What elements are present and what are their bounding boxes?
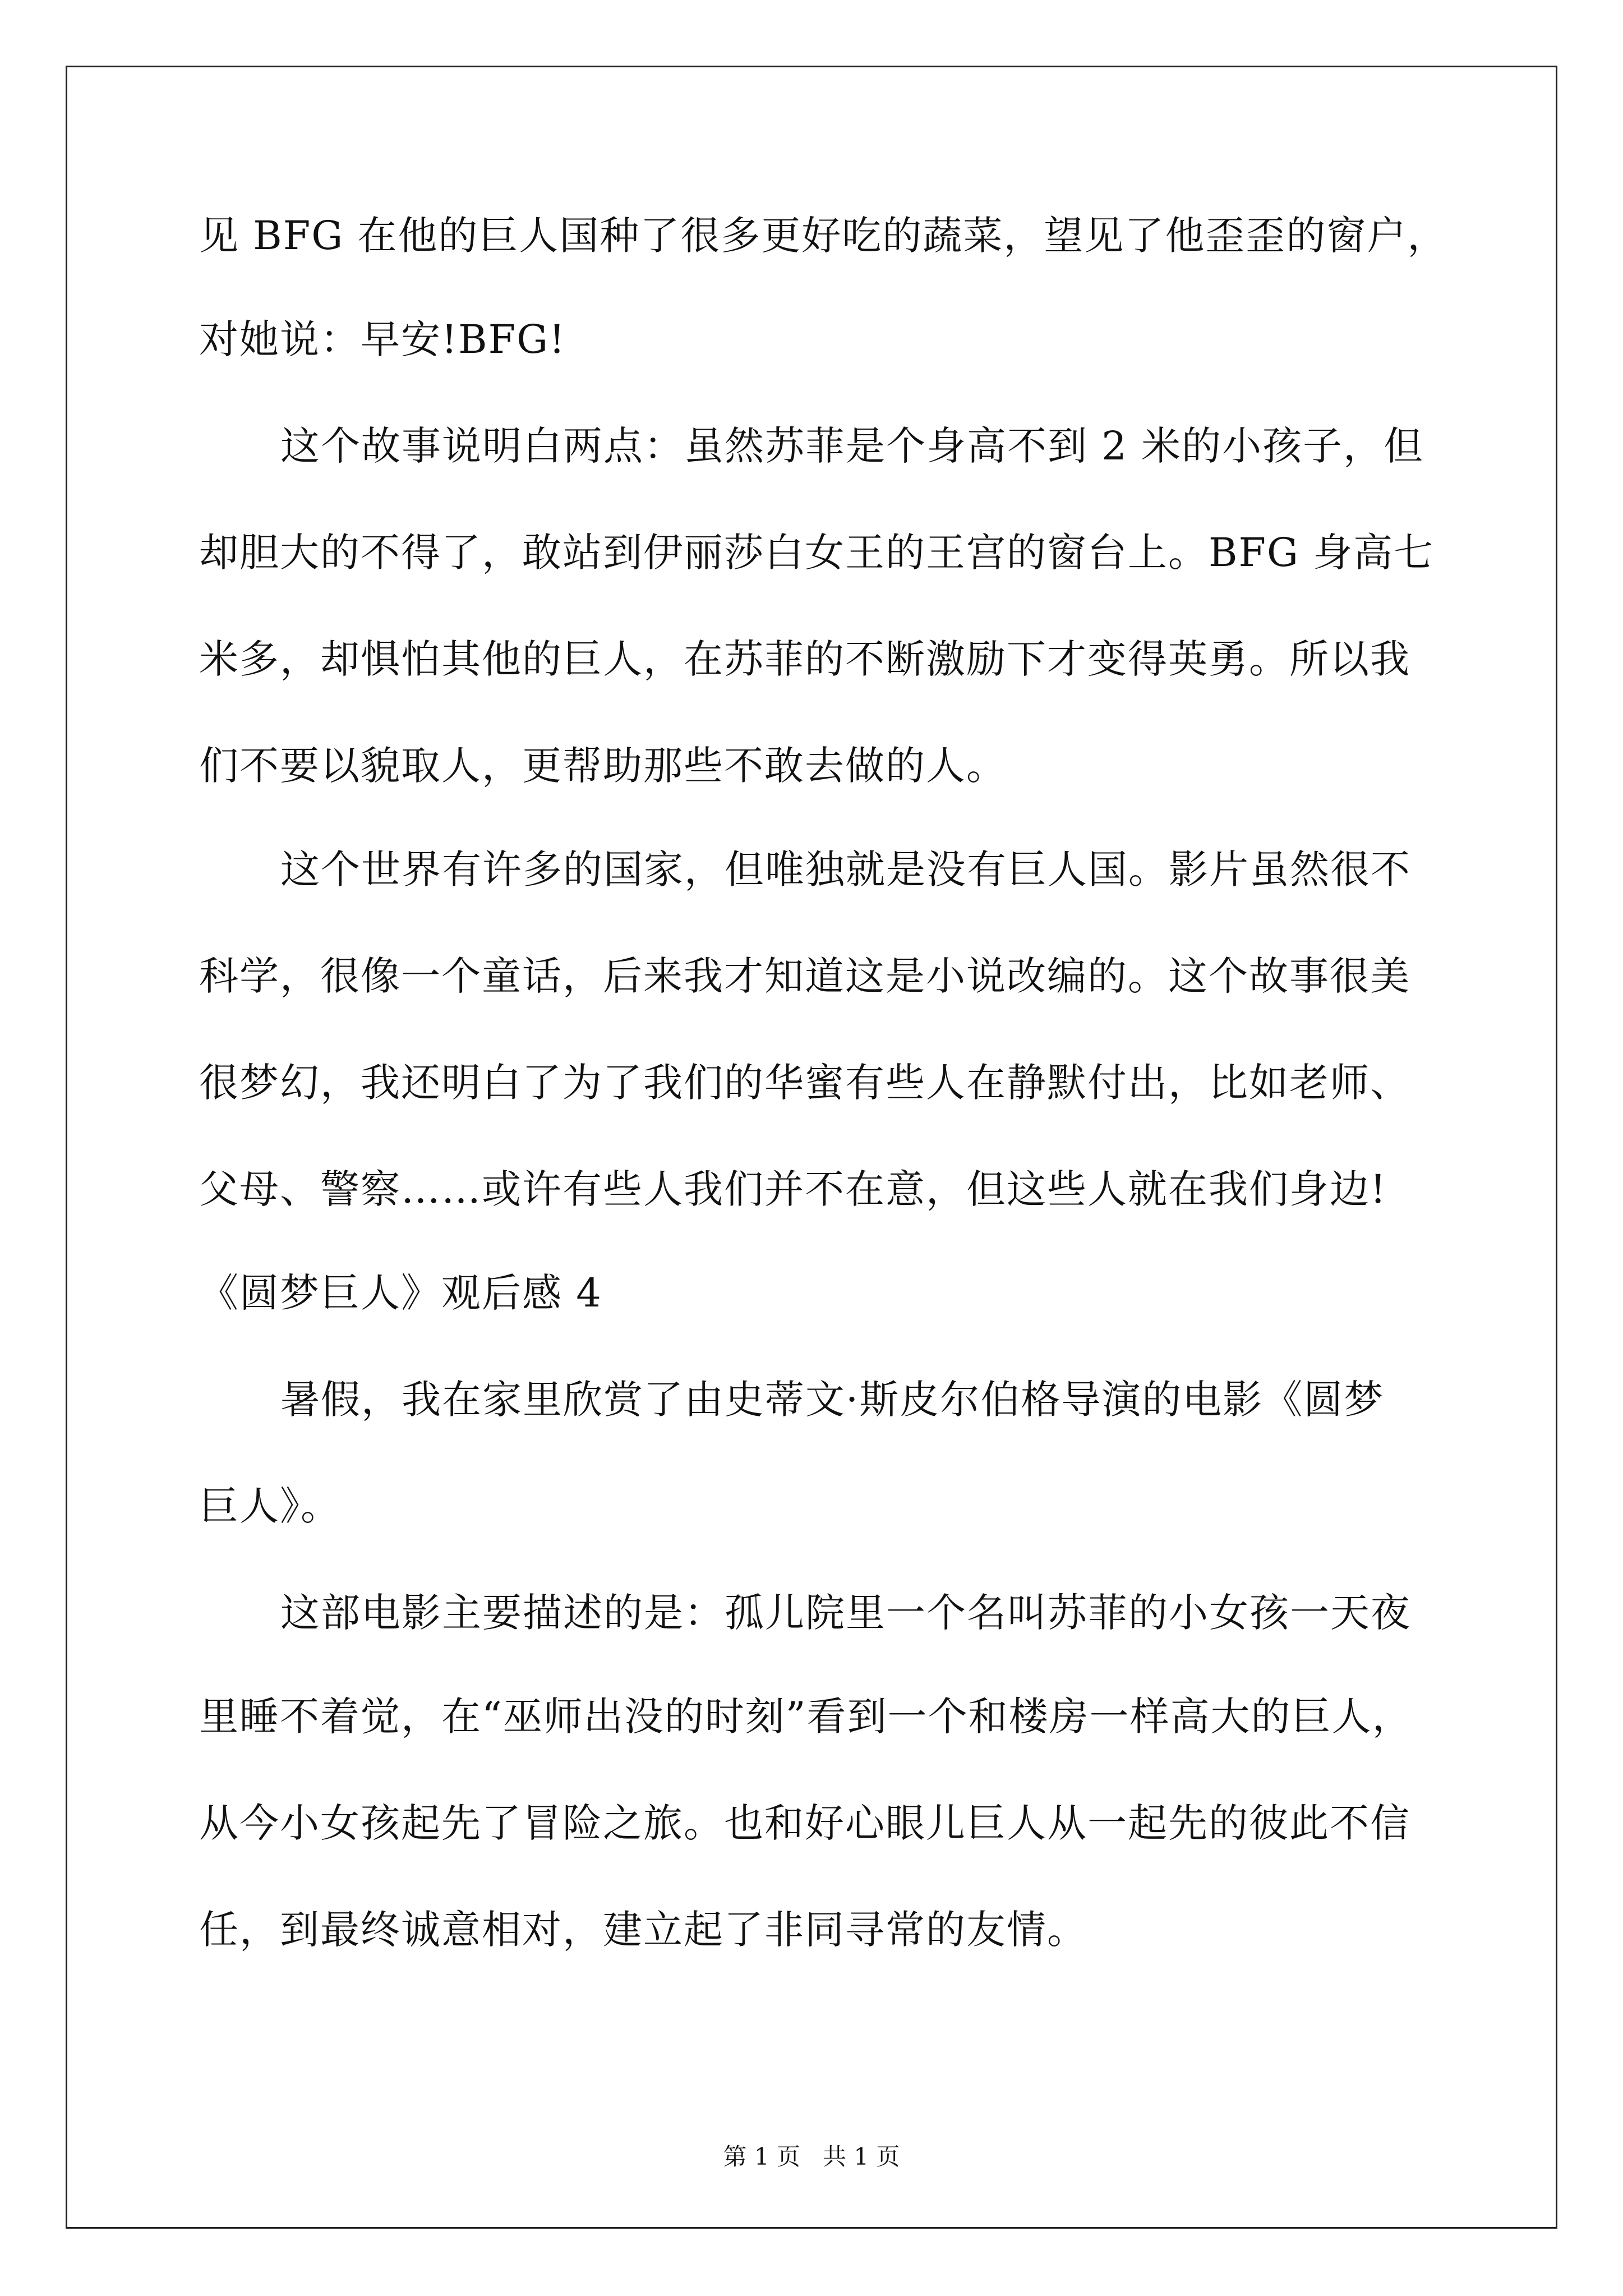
page-number-footer: 第 1 页 共 1 页 <box>723 2143 900 2170</box>
text-line: 这个故事说明白两点：虽然苏菲是个身高不到 2 米的小孩子，但 <box>280 423 1424 469</box>
text-line: 从今小女孩起先了冒险之旅。也和好心眼儿巨人从一起先的彼此不信 <box>199 1800 1410 1846</box>
text-line: 见 BFG 在他的巨人国种了很多更好吃的蔬菜，望见了他歪歪的窗户， <box>199 213 1448 259</box>
text-line: 暑假，我在家里欣赏了由史蒂文·斯皮尔伯格导演的电影《圆梦 <box>280 1377 1385 1423</box>
text-line: 里睡不着觉，在“巫师出没的时刻”看到一个和楼房一样高大的巨人， <box>199 1694 1413 1740</box>
text-line: 任，到最终诚意相对，建立起了非同寻常的友情。 <box>199 1907 1087 1953</box>
text-line: 们不要以貌取人，更帮助那些不敢去做的人。 <box>199 743 1007 789</box>
section-heading: 《圆梦巨人》观后感 4 <box>199 1270 602 1316</box>
text-line: 父母、警察……或许有些人我们并不在意，但这些人就在我们身边! <box>199 1166 1387 1212</box>
page-frame <box>66 66 1557 2229</box>
text-line: 米多，却惧怕其他的巨人，在苏菲的不断激励下才变得英勇。所以我 <box>199 636 1410 682</box>
text-line: 却胆大的不得了，敢站到伊丽莎白女王的王宫的窗台上。BFG 身高七 <box>199 530 1435 576</box>
text-line: 巨人》。 <box>199 1483 341 1529</box>
text-line: 这个世界有许多的国家，但唯独就是没有巨人国。影片虽然很不 <box>280 846 1411 892</box>
text-line: 科学，很像一个童话，后来我才知道这是小说改编的。这个故事很美 <box>199 953 1410 999</box>
text-line: 对她说：早安!BFG! <box>199 316 566 362</box>
text-line: 很梦幻，我还明白了为了我们的华蜜有些人在静默付出，比如老师、 <box>199 1060 1410 1106</box>
text-line: 这部电影主要描述的是：孤儿院里一个名叫苏菲的小女孩一天夜 <box>280 1590 1411 1636</box>
